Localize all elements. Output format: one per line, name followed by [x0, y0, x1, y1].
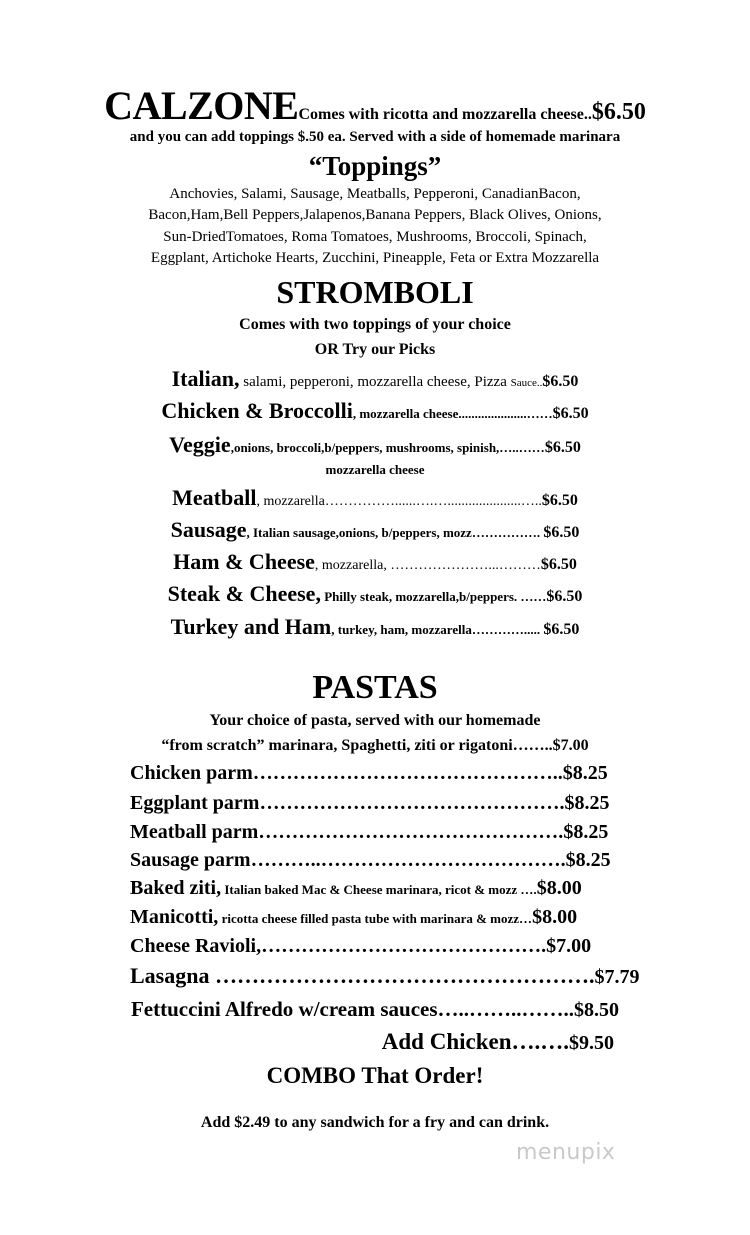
item-name: Ham & Cheese: [173, 549, 315, 574]
item-name: Sausage: [170, 517, 247, 542]
calzone-line2: and you can add toppings $.50 ea. Served with a side of homemade marinara: [129, 129, 621, 145]
item-desc: salami, pepperoni, mozzarella cheese, Pizza: [239, 374, 511, 390]
item-desc: , turkey, ham, mozzarella………….....: [331, 622, 544, 637]
item-desc: , mozzarella, …………………...………: [314, 558, 541, 573]
item-price: $8.25: [564, 792, 610, 814]
menupix-watermark: menupix: [516, 1140, 616, 1165]
fettuccini-price: $8.50: [574, 999, 620, 1021]
item-name: Cheese Ravioli,…………………………………….: [130, 935, 547, 957]
toppings-line-4: Eggplant, Artichoke Hearts, Zucchini, Pineapple, Feta or Extra Mozzarella: [150, 250, 600, 266]
pasta-item: [130, 763, 608, 783]
item-price: $6.50: [543, 621, 580, 638]
item-desc: ,onions, broccoli,b/peppers, mushrooms, spinish,…..……: [230, 440, 545, 455]
stromboli-item: [0, 487, 750, 509]
item-desc: ricotta cheese filled pasta tube with marinara & mozz…: [218, 911, 533, 926]
pasta-item: [130, 793, 609, 813]
add-chicken-label: Add Chicken….….: [381, 1029, 569, 1054]
item-name: Eggplant parm……………………………………….: [130, 792, 565, 814]
stromboli-item: [0, 368, 750, 390]
item-desc-extra: Sauce..: [510, 377, 543, 389]
item-desc: , mozzarella cheese.....................……: [352, 406, 553, 421]
stromboli-sub2: OR Try our Picks: [314, 341, 436, 358]
stromboli-item-desc-cont: mozzarella cheese: [325, 462, 425, 477]
pasta-item: [130, 878, 582, 898]
item-price: $6.50: [552, 405, 589, 422]
item-price: $8.00: [532, 906, 578, 928]
item-price: $8.00: [536, 877, 582, 899]
item-name: Steak & Cheese,: [167, 581, 321, 606]
toppings-line-1: Anchovies, Salami, Sausage, Meatballs, Pepperoni, CanadianBacon,: [169, 186, 581, 202]
stromboli-item: [0, 551, 750, 573]
pastas-sub1: Your choice of pasta, served with our homemade: [209, 712, 541, 729]
footer-note: Add $2.49 to any sandwich for a fry and can drink.: [200, 1114, 550, 1131]
stromboli-item: [0, 583, 750, 605]
item-price: $7.79: [594, 966, 640, 988]
item-price: $6.50: [542, 373, 579, 390]
item-price: $6.50: [544, 439, 581, 456]
pastas-sub2-price: $7.00: [552, 737, 589, 754]
item-name: Meatball: [172, 485, 257, 510]
toppings-line-2: Bacon,Ham,Bell Peppers,Jalapenos,Banana Peppers, Black Olives, Onions,: [148, 207, 602, 223]
stromboli-sub1: Comes with two toppings of your choice: [239, 316, 511, 333]
item-name: Meatball parm……………………………………….: [130, 821, 564, 843]
stromboli-item: [0, 400, 750, 422]
item-price: $6.50: [540, 556, 577, 573]
calzone-price: $6.50: [591, 99, 646, 125]
item-desc: Italian baked Mac & Cheese marinara, ricot & mozz ….: [221, 882, 537, 897]
stromboli-item: [0, 616, 750, 638]
item-name: Sausage parm………..……………………………….: [130, 849, 566, 871]
fettuccini-name: Fettuccini Alfredo w/cream sauces…..……..……..: [130, 997, 575, 1021]
item-name: Turkey and Ham: [170, 614, 332, 639]
stromboli-item: [0, 519, 750, 541]
pasta-item: [130, 965, 639, 987]
pastas-sub2: “from scratch” marinara, Spaghetti, ziti or rigatoni……..: [161, 737, 553, 754]
calzone-header: [0, 83, 750, 128]
item-desc: Philly steak, mozzarella,b/peppers. ……: [320, 589, 547, 604]
item-name: Lasagna …………………………………………….: [130, 963, 595, 988]
toppings-title: “Toppings”: [308, 151, 442, 181]
item-price: $8.25: [563, 821, 609, 843]
item-price: $8.25: [565, 849, 611, 871]
pastas-sub2-row: [0, 738, 750, 754]
pastas-title: PASTAS: [312, 669, 438, 706]
item-price: $7.00: [546, 935, 592, 957]
item-name: Chicken parm………………………………………..: [130, 762, 563, 784]
item-name: Italian,: [171, 366, 240, 391]
pasta-item: [130, 850, 611, 870]
toppings-line-3: Sun-DriedTomatoes, Roma Tomatoes, Mushrooms, Broccoli, Spinach,: [163, 229, 587, 245]
pasta-item: [130, 822, 608, 842]
calzone-title: CALZONE: [104, 83, 299, 128]
item-desc: , Italian sausage,onions, b/peppers, mozz…………….: [246, 525, 544, 540]
calzone-desc: Comes with ricotta and mozzarella cheese..: [298, 106, 592, 123]
combo-line: COMBO That Order!: [266, 1063, 484, 1088]
item-price: $6.50: [546, 588, 583, 605]
fettuccini-row: [0, 999, 750, 1020]
item-desc: , mozzarella……………......….….....................…..: [256, 494, 542, 509]
item-price: $6.50: [541, 492, 578, 509]
add-chicken-row: [382, 1030, 614, 1053]
pasta-item: [130, 936, 591, 956]
stromboli-item: [0, 434, 750, 456]
stromboli-title: STROMBOLI: [276, 274, 474, 310]
item-name: Baked ziti,: [130, 877, 222, 899]
pasta-item: [130, 907, 577, 927]
item-price: $6.50: [543, 524, 580, 541]
item-name: Chicken & Broccolli: [161, 398, 353, 423]
item-price: $8.25: [562, 762, 608, 784]
item-name: Veggie: [169, 432, 231, 457]
item-name: Manicotti,: [130, 906, 219, 928]
add-chicken-price: $9.50: [569, 1032, 614, 1054]
